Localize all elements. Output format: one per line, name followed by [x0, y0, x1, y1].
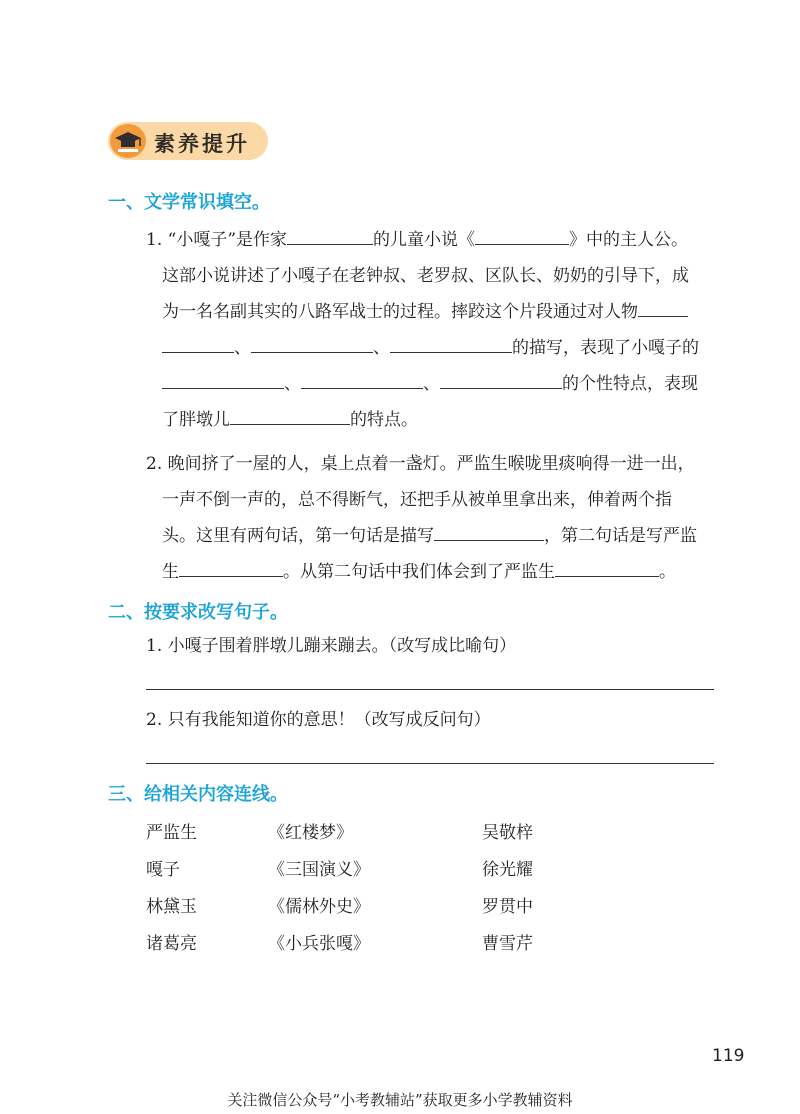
- character-4[interactable]: 诸葛亮: [146, 934, 197, 954]
- blank-description-1a[interactable]: [638, 296, 688, 317]
- blank-trait-2[interactable]: [301, 368, 423, 389]
- rewrite-q1: 1. 小嘎子围着胖墩儿蹦来蹦去。（改写成比喻句）: [146, 636, 517, 656]
- character-1[interactable]: 严监生: [146, 823, 197, 843]
- q2-line-2: 一声不倒一声的，总不得断气，还把手从被单里拿出来，伸着两个指: [162, 490, 672, 510]
- character-2[interactable]: 嘎子: [146, 860, 180, 880]
- author-4[interactable]: 曹雪芹: [482, 934, 533, 954]
- section-1-title: 一、文学常识填空。: [108, 192, 270, 213]
- blank-author[interactable]: [287, 224, 373, 245]
- q1-line-5: 、 、 的个性特点，表现: [162, 366, 716, 402]
- blank-pangduner-trait[interactable]: [230, 404, 350, 425]
- rewrite-q2: 2. 只有我能知道你的意思！（改写成反问句）: [146, 710, 491, 730]
- q2-line-4: 生 。从第二句话中我们体会到了严监生 。: [162, 554, 716, 590]
- q1-line-2: 这部小说讲述了小嘎子在老钟叔、老罗叔、区队长、奶奶的引导下，成: [162, 266, 689, 286]
- footer-note: 关注微信公众号“小考教辅站”获取更多小学教辅资料: [227, 1091, 573, 1109]
- q1-line-4: 、 、 的描写，表现了小嘎子的: [162, 330, 716, 366]
- blank-trait-1[interactable]: [162, 368, 284, 389]
- answer-line-2[interactable]: [146, 763, 714, 764]
- q2-line-1: 2. 晚间挤了一屋的人，桌上点着一盏灯。严监生喉咙里痰响得一进一出，: [146, 454, 695, 474]
- book-4[interactable]: 《小兵张嘎》: [268, 934, 370, 954]
- q1-line-3: 为一名名副其实的八路军战士的过程。摔跤这个片段通过对人物: [162, 294, 716, 330]
- book-3[interactable]: 《儒林外史》: [268, 897, 370, 917]
- page-number: 119: [712, 1046, 745, 1066]
- q1-line-1: 1. “小嘎子”是作家 的儿童小说《 》中的主人公。: [146, 222, 716, 258]
- section-3-title: 三、给相关内容连线。: [108, 784, 288, 805]
- character-3[interactable]: 林黛玉: [146, 897, 197, 917]
- blank-book[interactable]: [475, 224, 569, 245]
- author-1[interactable]: 吴敬梓: [482, 823, 533, 843]
- blank-description-2[interactable]: [251, 332, 373, 353]
- q1-line-6: 了胖墩儿 的特点。: [162, 402, 716, 438]
- blank-second-sentence[interactable]: [179, 556, 283, 577]
- blank-impression[interactable]: [555, 556, 659, 577]
- author-3[interactable]: 罗贯中: [482, 897, 533, 917]
- book-1[interactable]: 《红楼梦》: [268, 823, 353, 843]
- badge-title: 素养提升: [154, 132, 250, 156]
- author-2[interactable]: 徐光耀: [482, 860, 533, 880]
- blank-trait-3[interactable]: [440, 368, 562, 389]
- section-2-title: 二、按要求改写句子。: [108, 602, 288, 623]
- blank-description-3[interactable]: [390, 332, 512, 353]
- graduation-cap-icon: [110, 124, 146, 158]
- q2-line-3: 头。这里有两句话，第一句话是描写 ，第二句话是写严监: [162, 518, 716, 554]
- book-2[interactable]: 《三国演义》: [268, 860, 370, 880]
- answer-line-1[interactable]: [146, 689, 714, 690]
- blank-description-1b[interactable]: [162, 332, 234, 353]
- blank-first-sentence[interactable]: [434, 520, 544, 541]
